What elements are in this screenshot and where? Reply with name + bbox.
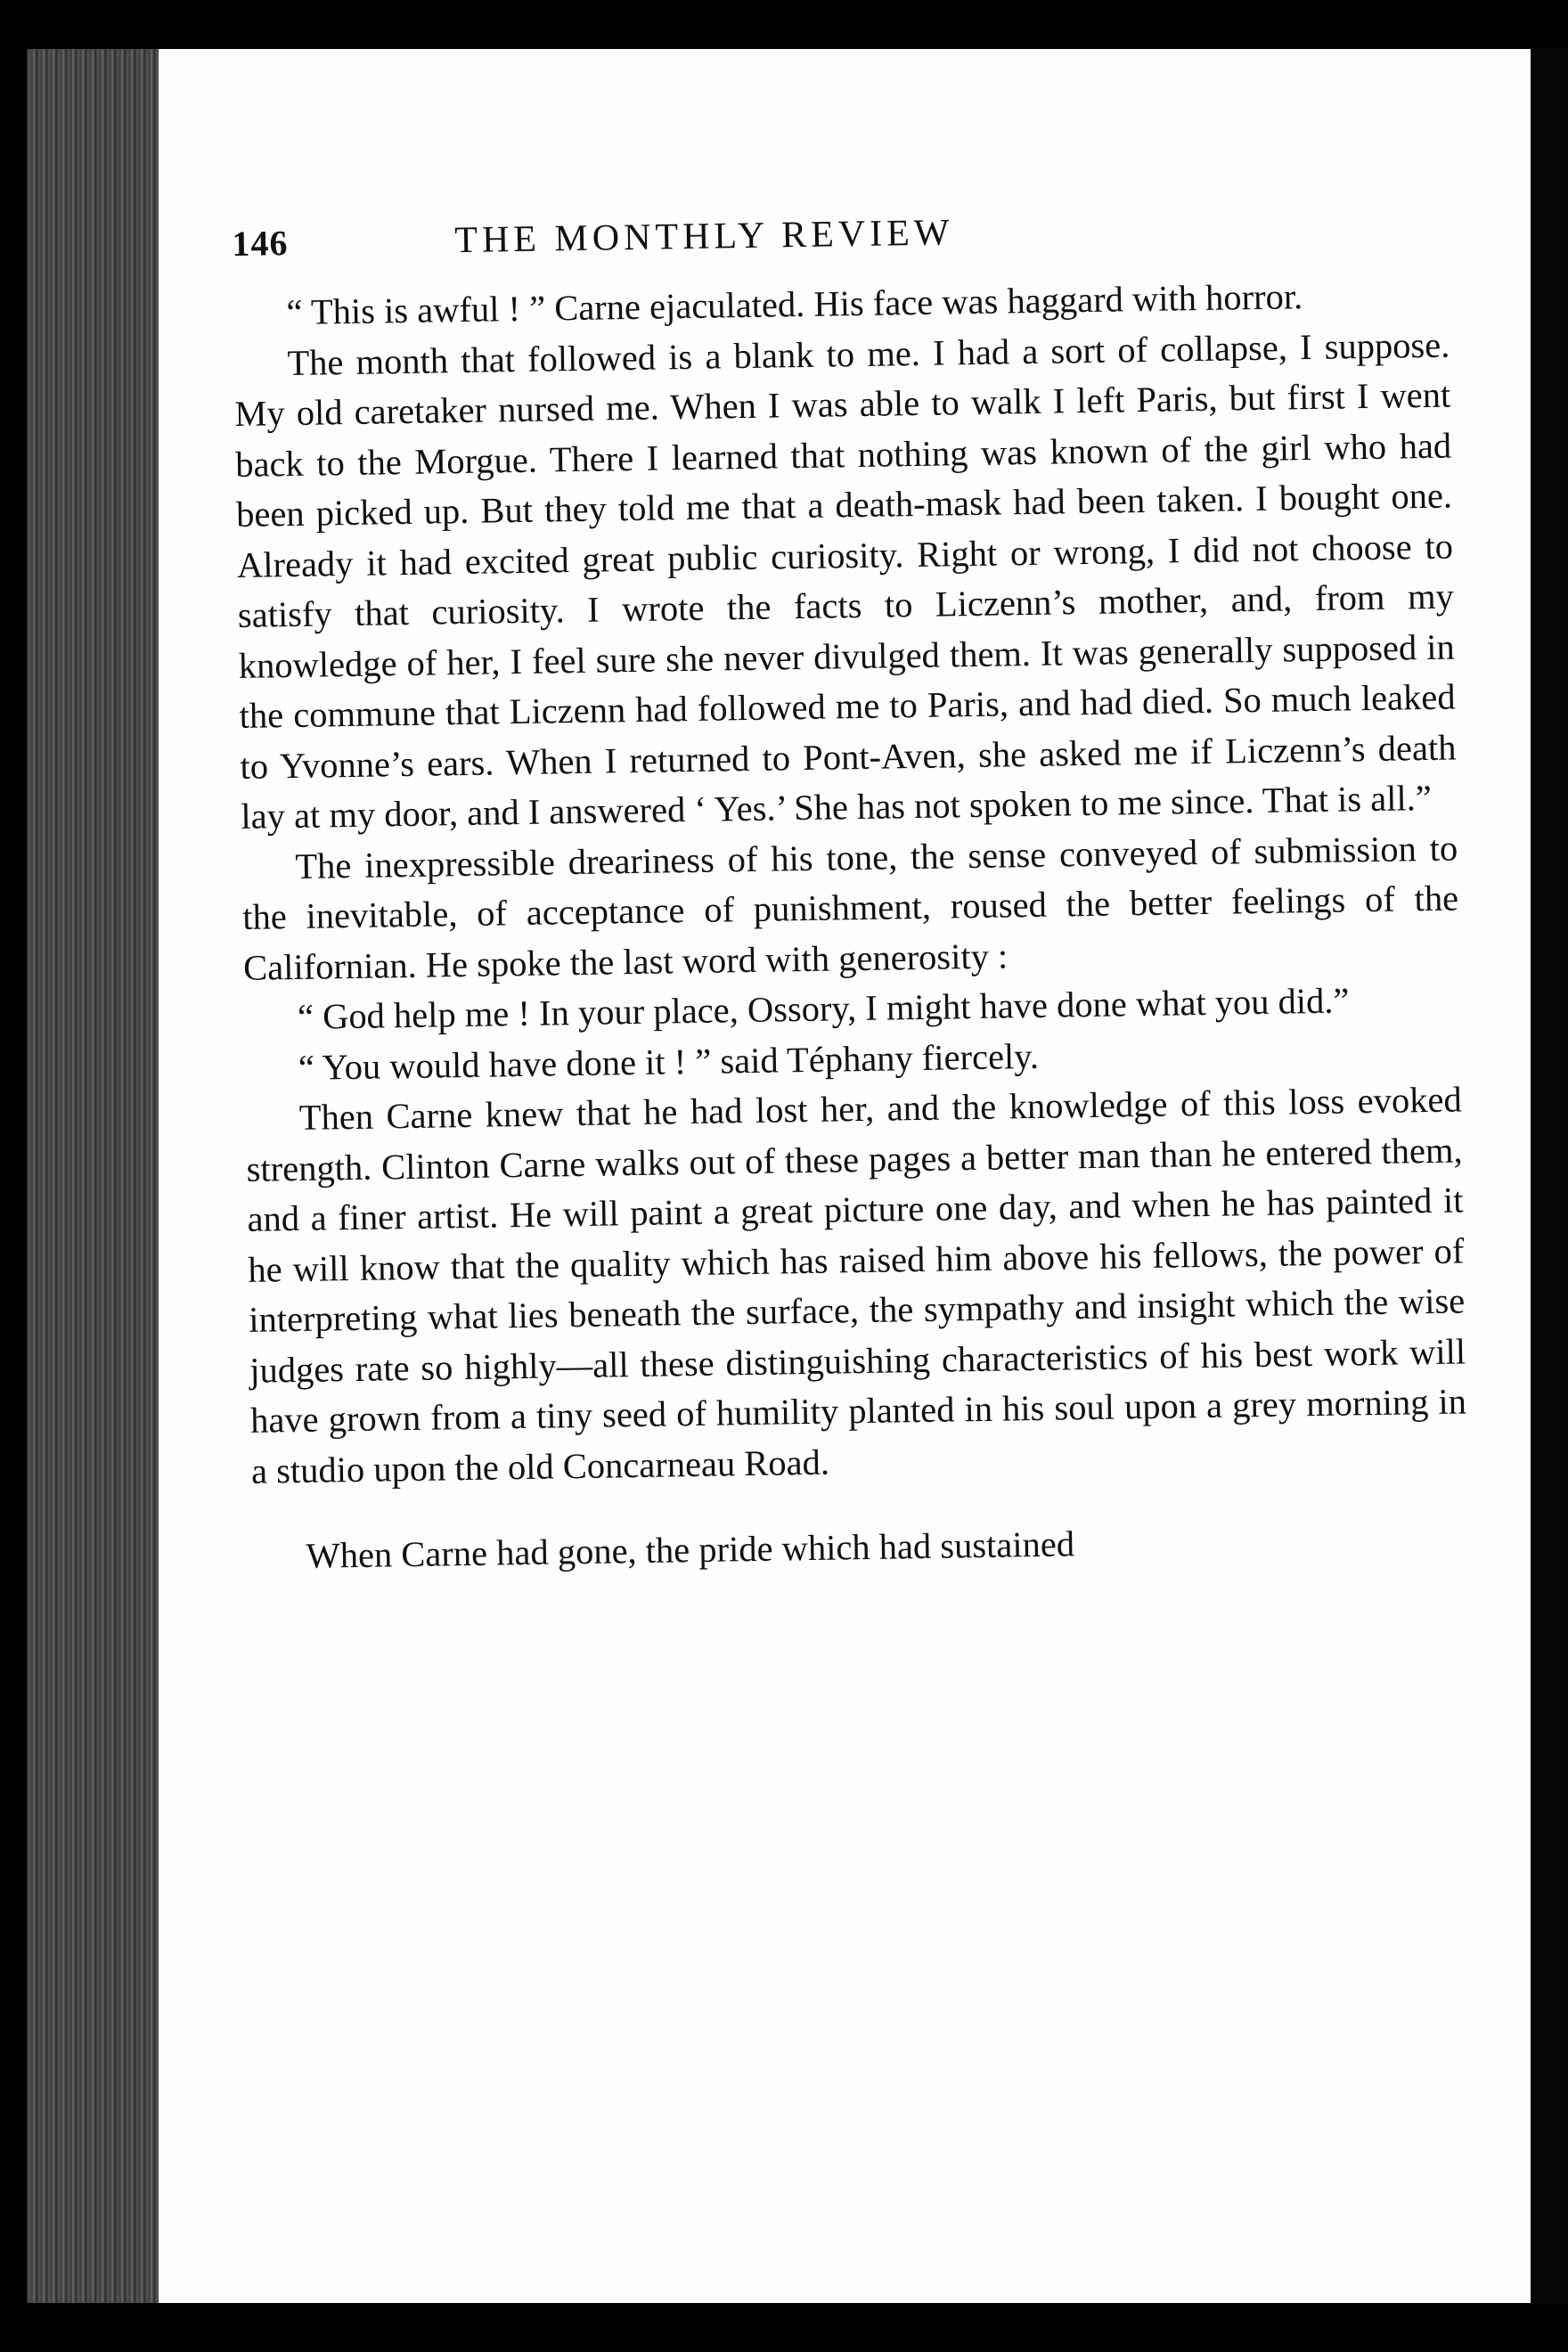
facing-page-edge — [1531, 49, 1568, 2303]
paragraph-4: “ God help me ! In your place, Ossory, I might have done what you did.” — [297, 980, 1350, 1037]
text-block — [232, 204, 1469, 1583]
book-edge — [27, 49, 160, 2303]
journal-title: THE MONTHLY REVIEW — [453, 212, 954, 262]
paragraph-1: “ This is awful ! ” Carne ejaculated. His face was haggard with horror. — [286, 276, 1303, 333]
paragraph-3: The inexpressible dreariness of his tone, the sense conveyed of submission to the inevitable, of acceptance of punishment, roused the better feelings of the Californian. He spoke the last word with generosity : — [241, 827, 1459, 988]
paragraph-6: Then Carne knew that he had lost her, and the knowledge of this loss evoked strength. Clinton Carne walks out of these pages a better man than he entered them, and a finer artist. He will paint a great picture one day, and when he has painted it he will know that the quality which has raised him above his fellows, the power of interpreting what lies beneath the surface, the sympathy and insight which the wise judges rate so highly—all these distinguishing characteristics of his best work will have grown from a tiny seed of humility planted in his soul upon a grey morning in a studio upon the old Concarneau Road. — [246, 1079, 1467, 1491]
paragraph-2: The month that followed is a blank to me. I had a sort of collapse, I suppose. My old caretaker nursed me. When I was able to walk I left Paris, but first I went back to the Morgue. There I learned that nothing was known of the girl who had been picked up. But they told me that a death-mask had been taken. I bought one. Already it had excited great public curiosity. Right or wrong, I did not choose to satisfy that curiosity. I wrote the facts to Liczenn’s mother, and, from my knowledge of her, I feel sure she never divulged them. It was generally supposed in the commune that Liczenn had followed me to Paris, and had died. So much leaked to Yvonne’s ears. When I returned to Pont-Aven, she asked me if Liczenn’s death lay at my door, and I answered ‘ Yes.’ She has not spoken to me since. That is all.” — [234, 324, 1457, 837]
paragraph-5: “ You would have done it ! ” said Téphany fiercely. — [298, 1035, 1040, 1088]
final-line: When Carne had gone, the pride which had sustained — [306, 1523, 1075, 1576]
page-number: 146 — [232, 223, 289, 264]
